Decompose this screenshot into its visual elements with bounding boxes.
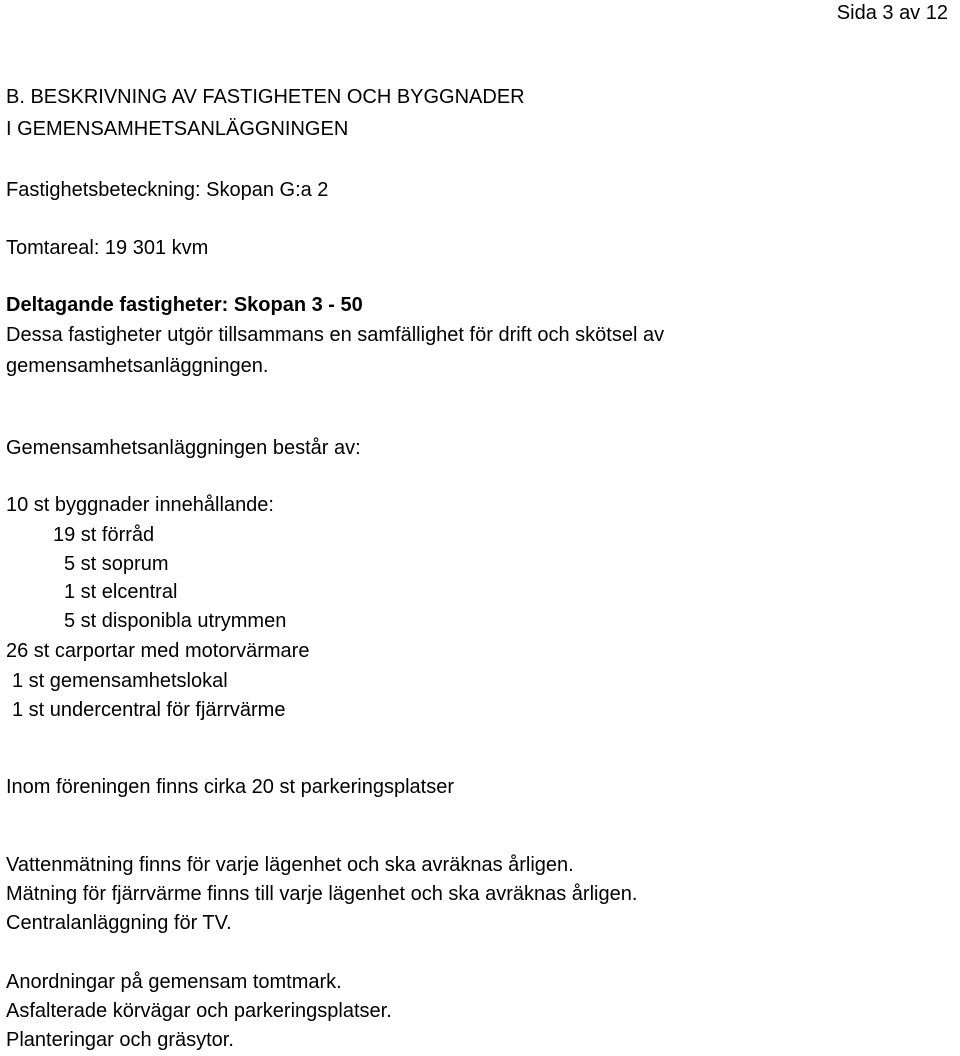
grounds-paved-roads: Asfalterade körvägar och parkeringsplatser. [6, 1000, 392, 1022]
facility-item-refuse-rooms: 5 st soprum [64, 553, 169, 575]
facility-item-buildings: 10 st byggnader innehållande: [6, 494, 274, 516]
facility-item-storage: 19 st förråd [53, 524, 155, 546]
central-tv-system: Centralanläggning för TV. [6, 912, 232, 934]
page-number: Sida 3 av 12 [836, 2, 948, 24]
property-description-line2: gemensamhetsanläggningen. [6, 355, 269, 377]
facility-item-substation: 1 st undercentral för fjärrvärme [12, 699, 286, 721]
section-heading-line2: I GEMENSAMHETSANLÄGGNINGEN [6, 118, 349, 140]
metering-district-heating: Mätning för fjärrvärme finns till varje lägenhet och ska avräknas årligen. [6, 883, 638, 905]
property-designation: Fastighetsbeteckning: Skopan G:a 2 [6, 179, 329, 201]
grounds-common-land: Anordningar på gemensam tomtmark. [6, 971, 342, 993]
facility-item-common-room: 1 st gemensamhetslokal [12, 670, 228, 692]
property-description-line1: Dessa fastigheter utgör tillsammans en samfällighet för drift och skötsel av [6, 324, 665, 346]
participating-properties: Deltagande fastigheter: Skopan 3 - 50 [6, 294, 363, 316]
facility-item-electrical-room: 1 st elcentral [64, 581, 178, 603]
plot-area: Tomtareal: 19 301 kvm [6, 237, 209, 259]
metering-water: Vattenmätning finns för varje lägenhet och ska avräknas årligen. [6, 854, 574, 876]
parking-info: Inom föreningen finns cirka 20 st parkeringsplatser [6, 776, 455, 798]
facility-heading: Gemensamhetsanläggningen består av: [6, 437, 361, 459]
section-heading-line1: B. BESKRIVNING AV FASTIGHETEN OCH BYGGNADER [6, 86, 525, 108]
grounds-plantings: Planteringar och gräsytor. [6, 1029, 234, 1051]
facility-item-available-spaces: 5 st disponibla utrymmen [64, 610, 287, 632]
facility-item-carports: 26 st carportar med motorvärmare [6, 640, 310, 662]
